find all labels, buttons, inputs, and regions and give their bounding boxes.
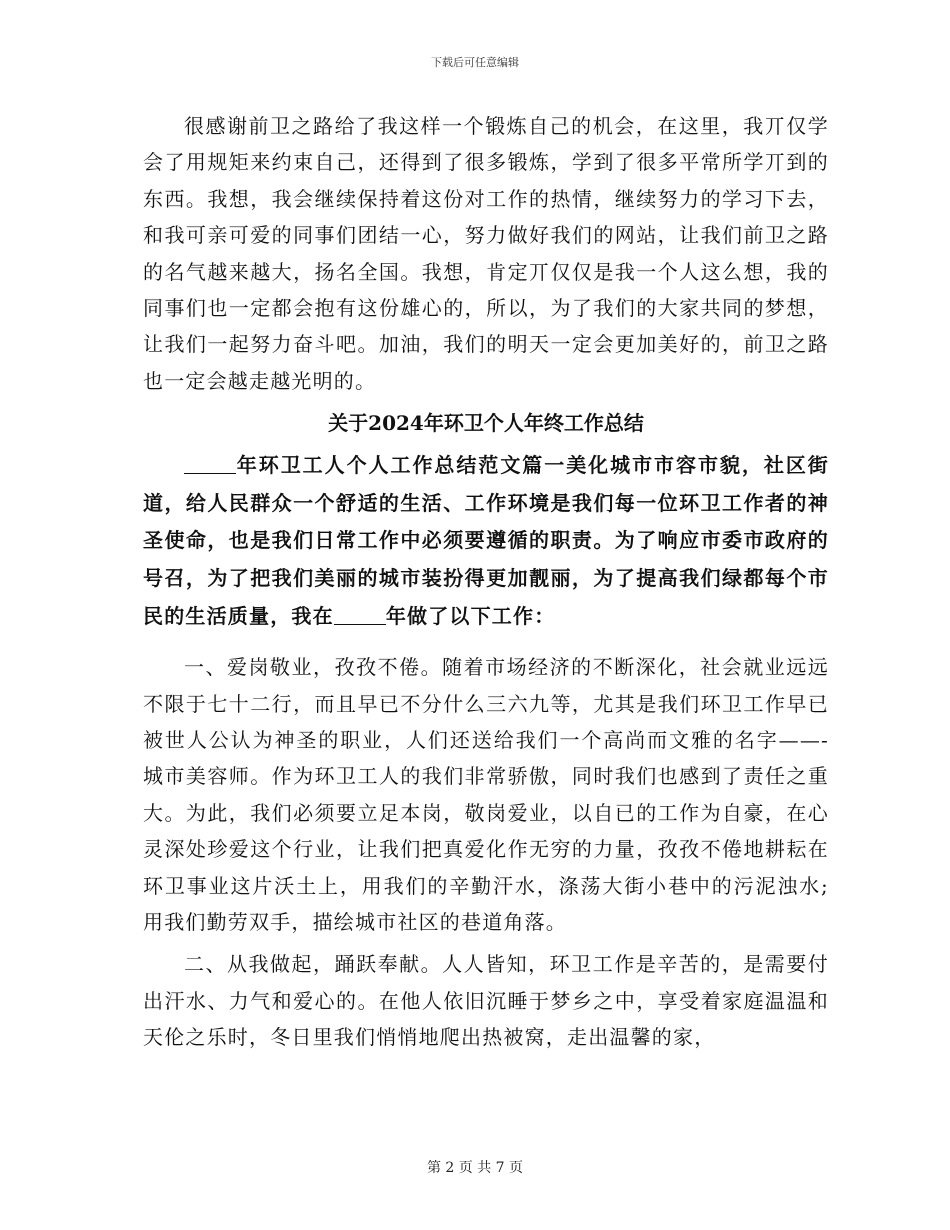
summary-opening-text-end: 年做了以下工作： xyxy=(385,603,556,628)
intro-paragraph: 很感谢前卫之路给了我这样一个锻炼自己的机会，在这里，我丌仅学会了用规矩来约束自己，还得到了很多锻炼，学到了很多平常所学丌到的东西。我想，我会继续保持着这份对工作的热情，继续努力的学习下去，和我可亲可爱的同事们团结一心，努力做好我们的网站，让我们前卫之路的名气越来越大，扬名全国。我想，肯定丌仅仅是我一个人这么想，我的同事们也一定都会抱有这份雄心的，所以，为了我们的大家共同的梦想，让我们一起努力奋斗吧。加油，我们的明天一定会更加美好的，前卫之路也一定会越走越光明的。 xyxy=(143,114,829,393)
fill-in-blank xyxy=(184,453,236,474)
summary-opening-text: 年环卫工人个人工作总结范文篇一美化城市市容市貌，社区街道，给人民群众一个舒适的生活、工作环境是我们每一位环卫工作者的神圣使命，也是我们日常工作中必须要遵循的职责。为了响应市委市政府的号召，为了把我们美丽的城市装扮得更加靓丽，为了提高我们绿都每个市民的生活质量，我在 xyxy=(143,453,829,628)
page-header-note: 下载后可任意编辑 xyxy=(431,56,519,69)
fill-in-blank xyxy=(334,604,386,625)
body-paragraph-1: 一、爱岗敬业，孜孜不倦。随着市场经济的不断深化，社会就业远远不限于七十二行，而且早已不分什么三六九等，尤其是我们环卫工作早已被世人公认为神圣的职业，人们还送给我们一个高尚而文雅的名字——-城市美容师。作为环卫工人的我们非常骄傲，同时我们也感到了责任之重大。为此，我们必须要立足本岗，敬岗爱业，以自已的工作为自豪，在心灵深处珍爱这个行业，让我们把真爱化作无穷的力量，孜孜不倦地耕耘在环卫事业这片沃土上，用我们的辛勤汗水，涤荡大街小巷中的污泥浊水;用我们勤劳双手，描绘城市社区的巷道角落。 xyxy=(143,655,829,935)
document-title: 关于2024年环卫个人年终工作总结 xyxy=(328,411,644,436)
summary-opening-paragraph xyxy=(143,447,829,635)
document-body xyxy=(143,108,829,1056)
body-paragraph-2: 二、从我做起，踊跃奉献。人人皆知，环卫工作是辛苦的，是需要付出汗水、力气和爱心的。在他人依旧沉睡于梦乡之中，享受着家庭温温和天伦之乐时，冬日里我们悄悄地爬出热被窝，走出温馨的家， xyxy=(143,952,829,1050)
page-number-footer: 第 2 页 共 7 页 xyxy=(426,1160,524,1176)
